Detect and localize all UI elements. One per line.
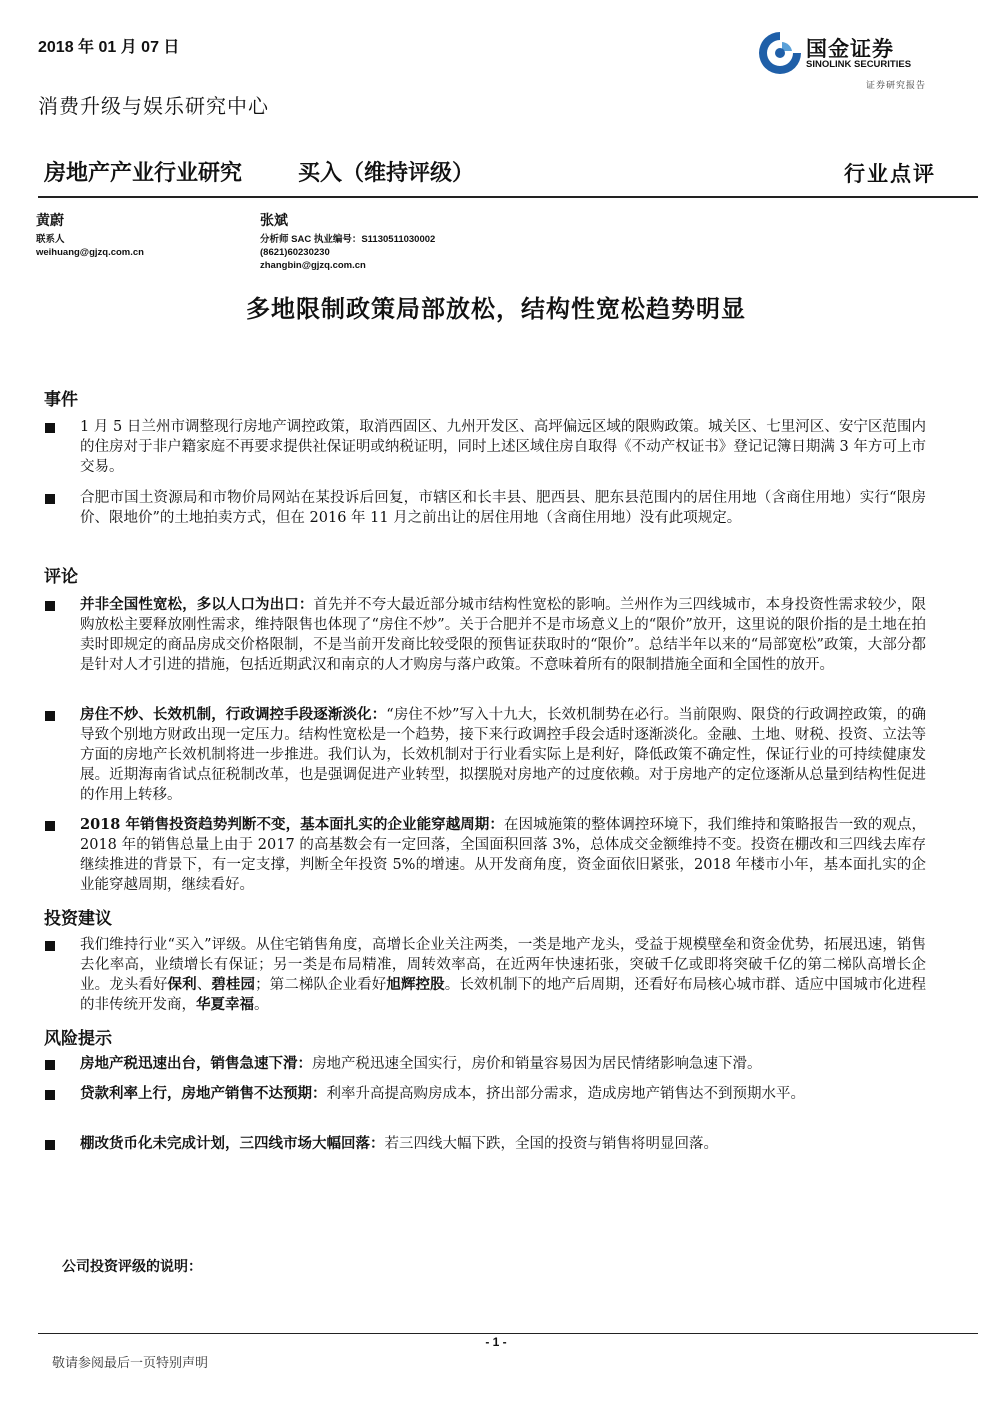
sinolink-logo-icon	[756, 30, 804, 76]
logo-chinese-name: 国金证券	[806, 38, 894, 61]
advice-text: 。	[254, 997, 269, 1013]
comment-item-lead: 房住不炒、长效机制，行政调控手段逐渐淡化：	[80, 706, 387, 723]
disclaimer-footer: 敬请参阅最后一页特别声明	[52, 1356, 209, 1371]
author-block	[260, 210, 435, 272]
report-type-heading: 行业点评	[844, 161, 936, 186]
advice-text: 我们维持行业“买入”评级。从住宅销售角度，高增长企业关注两类，一类是地产龙头，受益于规模壁垒和资金优势，拓展迅速，销售去化率高，业绩增长有保证；另一类是布局精准，周转效率高，在近两年快速拓张，突破千亿或即将突破千亿的第二梯队高增长企业。龙头看好	[80, 937, 926, 993]
comment-item-text: 首先并不夸大最近部分城市结构性宽松的影响。兰州作为三四线城市，本身投资性需求较少，限购放松主要释放刚性需求，维持限售也体现了“房住不炒”。关于合肥并不是市场意义上的“限价”放开，这里说的限价指的是土地在拍卖时即规定的商品房成交价格限制，不是当前开发商比较受限的预售证获取时的“限价”。总结半年以来的“局部宽松”政策，大部分都是针对人才引进的措施，包括近期武汉和南京的人才购房与落户政策。不意味着所有的限制措施全面和全国性的放开。	[80, 597, 926, 673]
risk-item-text: 利率升高提高购房成本，挤出部分需求，造成房地产销售达不到预期水平。	[326, 1086, 805, 1102]
comment-item-text: 在因城施策的整体调控环境下，我们维持和策略报告一致的观点，2018 年的销售总量上由于 2017 的高基数会有一定回落，全国面积回落 3%，总体成交金额维持不变。投资在棚改和三四线去库存继续推进的背景下，有一定支撑，判断全年投资 5%的增速。从开发商角度，资金面依旧紧张，2018 年楼市小年，基本面扎实的企业能穿越周期，继续看好。	[80, 817, 926, 893]
risk-item-text: 房地产税迅速全国实行，房价和销量容易因为居民情绪影响急速下滑。	[312, 1056, 762, 1072]
section-heading-event: 事件	[44, 390, 78, 410]
square-bullet-icon	[45, 1140, 55, 1150]
author-name: 张斌	[260, 213, 288, 229]
comment-item	[80, 705, 926, 805]
comment-item	[80, 815, 926, 895]
report-category-label: 证券研究报告	[866, 81, 927, 91]
square-bullet-icon	[45, 601, 55, 611]
event-item-text: 1 月 5 日兰州市调整现行房地产调控政策，取消西固区、九州开发区、高坪偏远区域的限购政策。城关区、七里河区、安宁区范围内的住房对于非户籍家庭不再要求提供社保证明或纳税证明，同时上述区域住房自取得《不动产权证书》登记记簿日期满 3 年方可上市交易。	[80, 419, 926, 475]
logo-english-name: SINOLINK SECURITIES	[806, 59, 912, 70]
report-date: 2018 年 01 月 07 日	[38, 39, 180, 56]
risk-item	[80, 1054, 926, 1074]
risk-item	[80, 1084, 926, 1104]
comment-item-lead: 并非全国性宽松，多以人口为出口：	[80, 596, 314, 613]
advice-text: 。长效机制下的地产后周期，还看好布局核心城市群、适应中国城市化进程的非传统开发商，	[80, 977, 927, 1013]
advice-text: 、	[196, 977, 212, 993]
square-bullet-icon	[45, 423, 55, 433]
comment-item-text: “房住不炒”写入十九大，长效机制势在必行。当前限购、限贷的行政调控政策，的确导致个别地方财政出现一定压力。结构性宽松是一个趋势，接下来行政调控手段会适时逐渐淡化。金融、土地、财税、投资、立法等方面的房地产长效机制将进一步推进。我们认为，长效机制对于行业看实际上是利好，降低政策不确定性，保证行业的可持续健康发展。近期海南省试点征税制改革，也是强调促进产业转型，拟摆脱对房地产的过度依赖。对于房地产的定位逐渐从总量到结构性促进的作用上转移。	[80, 707, 927, 803]
square-bullet-icon	[45, 494, 55, 504]
author-role: 分析师 SAC 执业编号：S1130511030002	[260, 234, 436, 245]
advice-company: 华夏幸福	[196, 996, 254, 1013]
author-role: 联系人	[36, 234, 65, 245]
report-title: 多地限制政策局部放松，结构性宽松趋势明显	[246, 294, 746, 323]
rating-note-heading: 公司投资评级的说明：	[62, 1259, 202, 1275]
comment-item	[80, 595, 926, 675]
header-divider	[38, 196, 978, 198]
author-email[interactable]: zhangbin@gjzq.com.cn	[260, 260, 366, 271]
event-item	[80, 488, 926, 528]
section-heading-risk: 风险提示	[44, 1029, 112, 1049]
advice-company: 碧桂园	[211, 976, 256, 993]
industry-heading: 房地产产业行业研究	[44, 160, 243, 185]
square-bullet-icon	[45, 711, 55, 721]
author-email[interactable]: weihuang@gjzq.com.cn	[36, 247, 144, 258]
risk-item-lead: 贷款利率上行，房地产销售不达预期：	[80, 1085, 327, 1102]
square-bullet-icon	[45, 1060, 55, 1070]
page-number: - 1 -	[485, 1335, 507, 1349]
section-heading-advice: 投资建议	[44, 909, 112, 929]
square-bullet-icon	[45, 941, 55, 951]
author-name: 黄蔚	[36, 213, 64, 229]
author-block	[36, 210, 144, 259]
research-center-name: 消费升级与娱乐研究中心	[38, 94, 269, 118]
advice-company: 保利	[167, 976, 197, 993]
footer-divider	[38, 1333, 978, 1334]
rating-heading: 买入（维持评级）	[298, 160, 475, 185]
advice-item	[80, 935, 926, 1015]
risk-item-lead: 房地产税迅速出台，销售急速下滑：	[80, 1055, 312, 1072]
comment-item-lead: 2018 年销售投资趋势判断不变，基本面扎实的企业能穿越周期：	[80, 816, 504, 833]
risk-item-lead: 棚改货币化未完成计划，三四线市场大幅回落：	[80, 1135, 385, 1152]
author-phone: (8621)60230230	[260, 247, 330, 258]
risk-item	[80, 1134, 926, 1154]
event-item	[80, 417, 926, 477]
risk-item-text: 若三四线大幅下跌，全国的投资与销售将明显回落。	[384, 1136, 718, 1152]
event-item-text: 合肥市国土资源局和市物价局网站在某投诉后回复，市辖区和长丰县、肥西县、肥东县范围内的居住用地（含商住用地）实行“限房价、限地价”的土地拍卖方式，但在 2016 年 11 月之前出让的居住用地（含商住用地）没有此项规定。	[80, 490, 926, 526]
square-bullet-icon	[45, 1090, 55, 1100]
square-bullet-icon	[45, 821, 55, 831]
section-heading-comment: 评论	[44, 567, 78, 587]
advice-text: ；第二梯队企业看好	[255, 977, 387, 993]
advice-company: 旭辉控股	[386, 976, 445, 993]
